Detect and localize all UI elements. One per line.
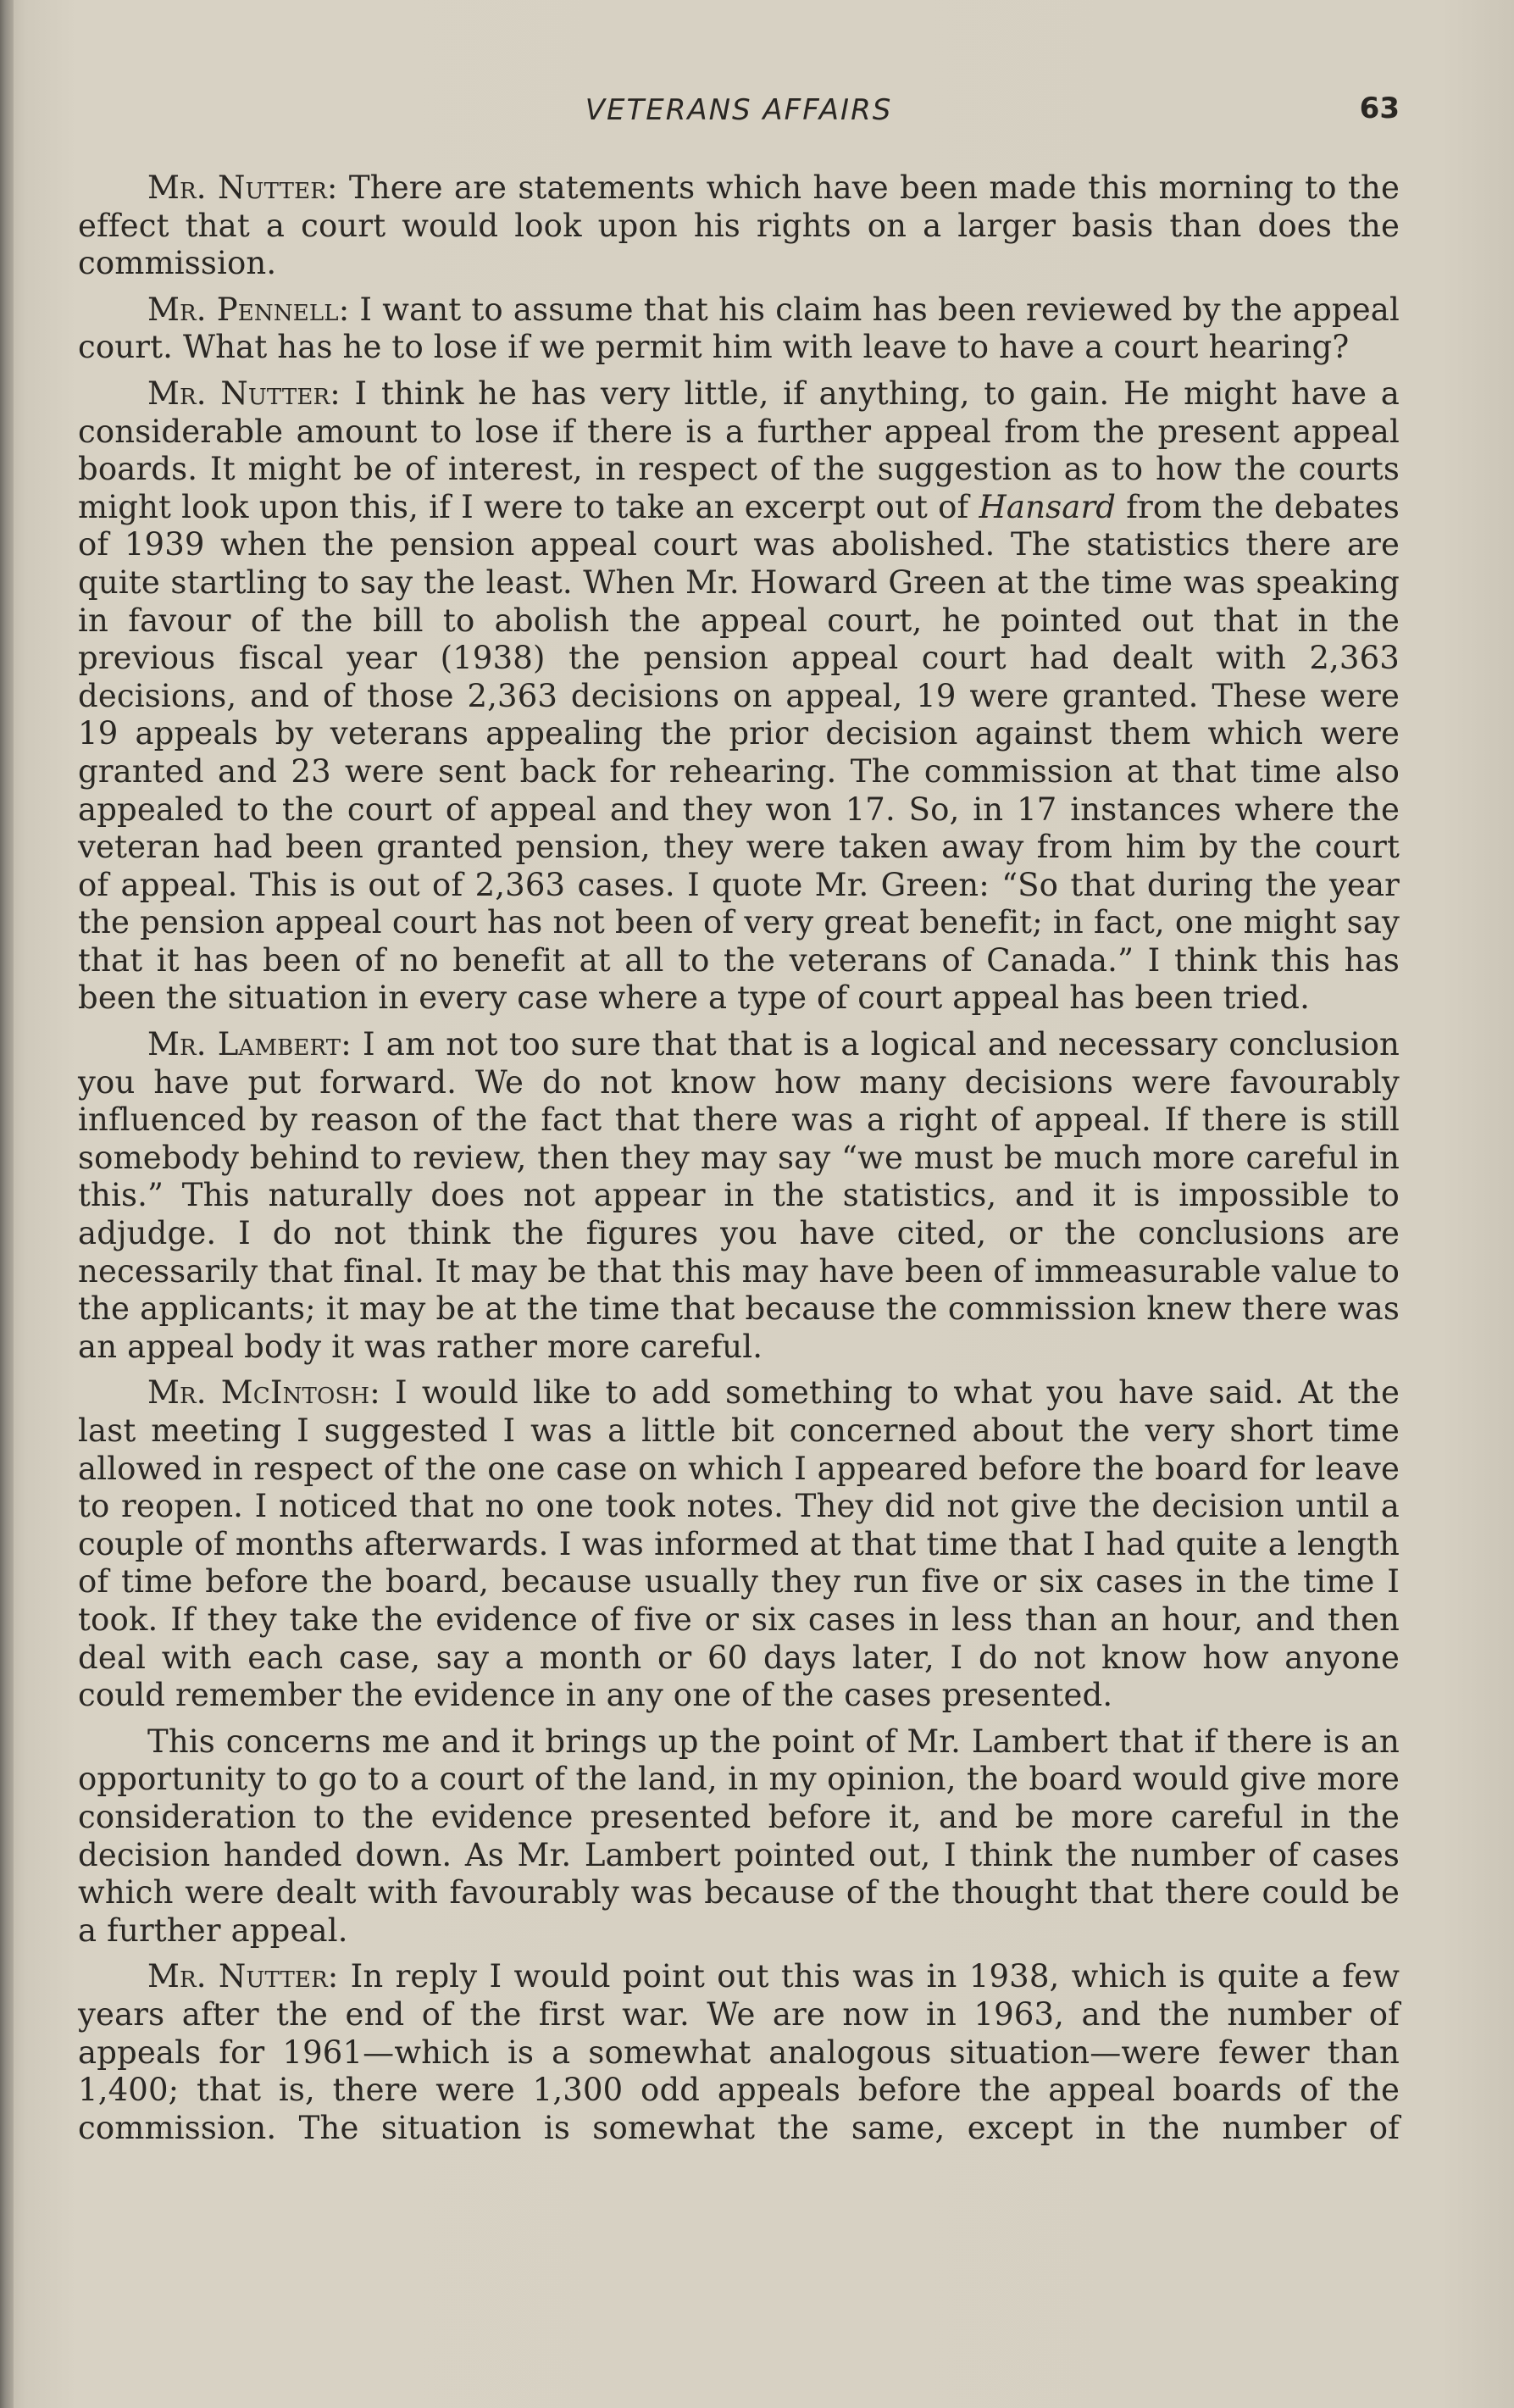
page-header [78, 85, 1400, 136]
paragraph-nutter-1 [78, 169, 1400, 283]
paragraph-text-continued: from the debates of 1939 when the pension appeal court was abolished. The statistics there are quite startling to say the least. When Mr. Howard Green at the time was speaking in favour of the bill to abolish the appeal court, he pointed out that in the previous fiscal year (1938) the pension appeal court had dealt with 2,363 decisions, and of those 2,363 decisions on appeal, 19 were granted. These were 19 appeals by veterans appealing the prior decision against them which were granted and 23 were sent back for rehearing. The commission at that time also appealed to the court of appeal and they won 17. So, in 17 instances where the veteran had been granted pension, they were taken away from him by the court of appeal. This is out of 2,363 cases. I quote Mr. Green: “So that during the year the pension appeal court has not been of very great benefit; in fact, one might say that it has been of no benefit at all to the veterans of Canada.” I think this has been the situation in every case where a type of court appeal has been tried. [78, 488, 1400, 1017]
paragraph-mcintosh-continued [78, 1723, 1400, 1950]
hansard-reference: Hansard [979, 488, 1117, 525]
page-number: 63 [1359, 92, 1400, 125]
paragraph-text: This concerns me and it brings up the point of Mr. Lambert that if there is an opportunity to go to a court of the land, in my opinion, the board would give more consideration to the evidence presented before it, and be more careful in the decision handed down. As Mr. Lambert pointed out, I think the number of cases which were dealt with favourably was because of the thought that there could be a further appeal. [78, 1723, 1400, 1949]
document-page [78, 85, 1400, 2156]
speaker-name: Mr. Nutter: [147, 1958, 339, 1995]
page-binding-edge [0, 0, 14, 2408]
paragraph-mcintosh [78, 1374, 1400, 1714]
paragraph-text: I am not too sure that that is a logical and necessary conclusion you have put forward. We do not know how many decisions were favourably influenced by reason of the fact that there was a right of appeal. If there is still somebody behind to review, then they may say “we must be much more careful in this.” This naturally does not appear in the statistics, and it is impossible to adjudge. I do not think the figures you have cited, or the conclusions are necessarily that final. It may be that this may have been of immeasurable value to the applicants; it may be at the time that because the commission knew there was an appeal body it was rather more careful. [78, 1026, 1400, 1365]
paragraph-nutter-3 [78, 1958, 1400, 2147]
speaker-name: Mr. McIntosh: [147, 1374, 380, 1412]
paragraph-pennell [78, 291, 1400, 367]
paragraph-nutter-2 [78, 375, 1400, 1018]
speaker-name: Mr. Lambert: [147, 1026, 352, 1063]
paragraph-lambert [78, 1026, 1400, 1366]
paragraph-text: I would like to add something to what you have said. At the last meeting I suggested I was a little bit concerned about the very short time allowed in respect of the one case on which I appeared before the board for leave to reopen. I noticed that no one took notes. They did not give the decision until a couple of months afterwards. I was informed at that time that I had quite a length of time before the board, because usually they run five or six cases in the time I took. If they take the evidence of five or six cases in less than an hour, and then deal with each case, say a month or 60 days later, I do not know how anyone could remember the evidence in any one of the cases presented. [78, 1374, 1400, 1714]
running-head: VETERANS AFFAIRS [585, 93, 893, 127]
speaker-name: Mr. Nutter: [147, 169, 338, 206]
speaker-name: Mr. Pennell: [147, 291, 350, 328]
paragraph-text: I want to assume that his claim has been reviewed by the appeal court. What has he to lose if we permit him with leave to have a court hearing? [78, 291, 1400, 366]
paragraph-text: In reply I would point out this was in 1938, which is quite a few years after the end of the first war. We are now in 1963, and the number of appeals for 1961—which is a somewhat analogous situation—were fewer than 1,400; that is, there were 1,300 odd appeals before the appeal boards of the commission. The situation is somewhat the same, except in the number of [78, 1958, 1400, 2146]
speaker-name: Mr. Nutter: [147, 375, 341, 412]
paragraph-text: I think he has very little, if anything, to gain. He might have a considerable amount to lose if there is a further appeal from the present appeal boards. It might be of interest, in respect of the suggestion as to how the courts might look upon this, if I were to take an excerpt out of [78, 375, 1400, 525]
paragraph-text: There are statements which have been made this morning to the effect that a court would look upon his rights on a larger basis than does the commission. [78, 169, 1400, 282]
